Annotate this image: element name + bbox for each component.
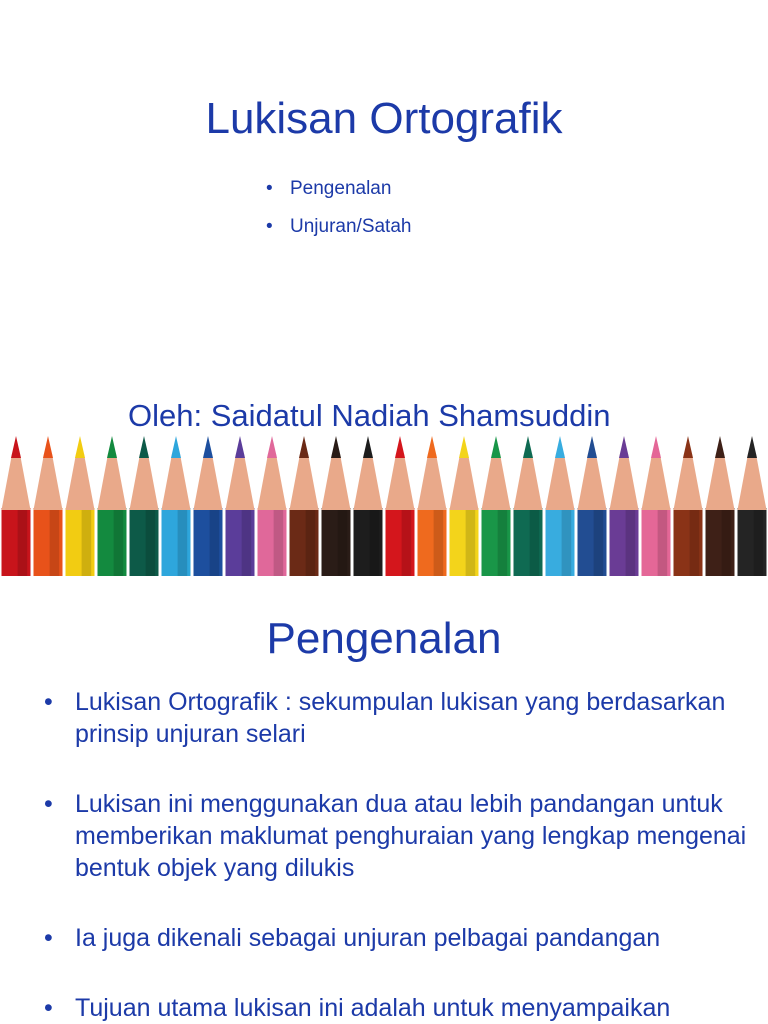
pencil: [66, 436, 95, 576]
pencil: [546, 436, 575, 576]
topic-list: [266, 170, 411, 246]
pencil: [226, 436, 255, 576]
pencil: [130, 436, 159, 576]
pencil: [258, 436, 287, 576]
pencil: [642, 436, 671, 576]
slide-title-heading: Lukisan Ortografik: [205, 94, 563, 143]
bullet-item: • Lukisan ini menggunakan dua atau lebih pandangan untuk memberikan maklumat penghuraian yang lengkap mengenai bentuk objek yang dilukis: [42, 788, 754, 884]
bullet-item: • Lukisan Ortografik : sekumpulan lukisan yang berdasarkan prinsip unjuran selari: [42, 686, 754, 750]
pencil: [450, 436, 479, 576]
slide-heading: Pengenalan: [266, 614, 502, 663]
pencil: [2, 436, 31, 576]
pencil: [482, 436, 511, 576]
pencil: [578, 436, 607, 576]
slide-introduction: [0, 590, 768, 1024]
pencil: [738, 436, 767, 576]
pencil: [418, 436, 447, 576]
pencil: [514, 436, 543, 576]
pencil: [194, 436, 223, 576]
pencil: [290, 436, 319, 576]
pencil: [354, 436, 383, 576]
pencil: [706, 436, 735, 576]
bullet-list: [42, 686, 754, 1024]
pencil: [386, 436, 415, 576]
pencil: [34, 436, 63, 576]
pencil: [674, 436, 703, 576]
topic-item: • Unjuran/Satah: [266, 208, 411, 246]
colored-pencils-image: [0, 434, 768, 576]
topic-item: • Pengenalan: [266, 170, 411, 208]
pencil: [610, 436, 639, 576]
pencil: [98, 436, 127, 576]
pencil: [162, 436, 191, 576]
bullet-item: • Tujuan utama lukisan ini adalah untuk menyampaikan: [42, 992, 754, 1024]
pencil: [322, 436, 351, 576]
bullet-item: • Ia juga dikenali sebagai unjuran pelbagai pandangan: [42, 922, 754, 954]
author-line: Oleh: Saidatul Nadiah Shamsuddin: [128, 398, 611, 433]
